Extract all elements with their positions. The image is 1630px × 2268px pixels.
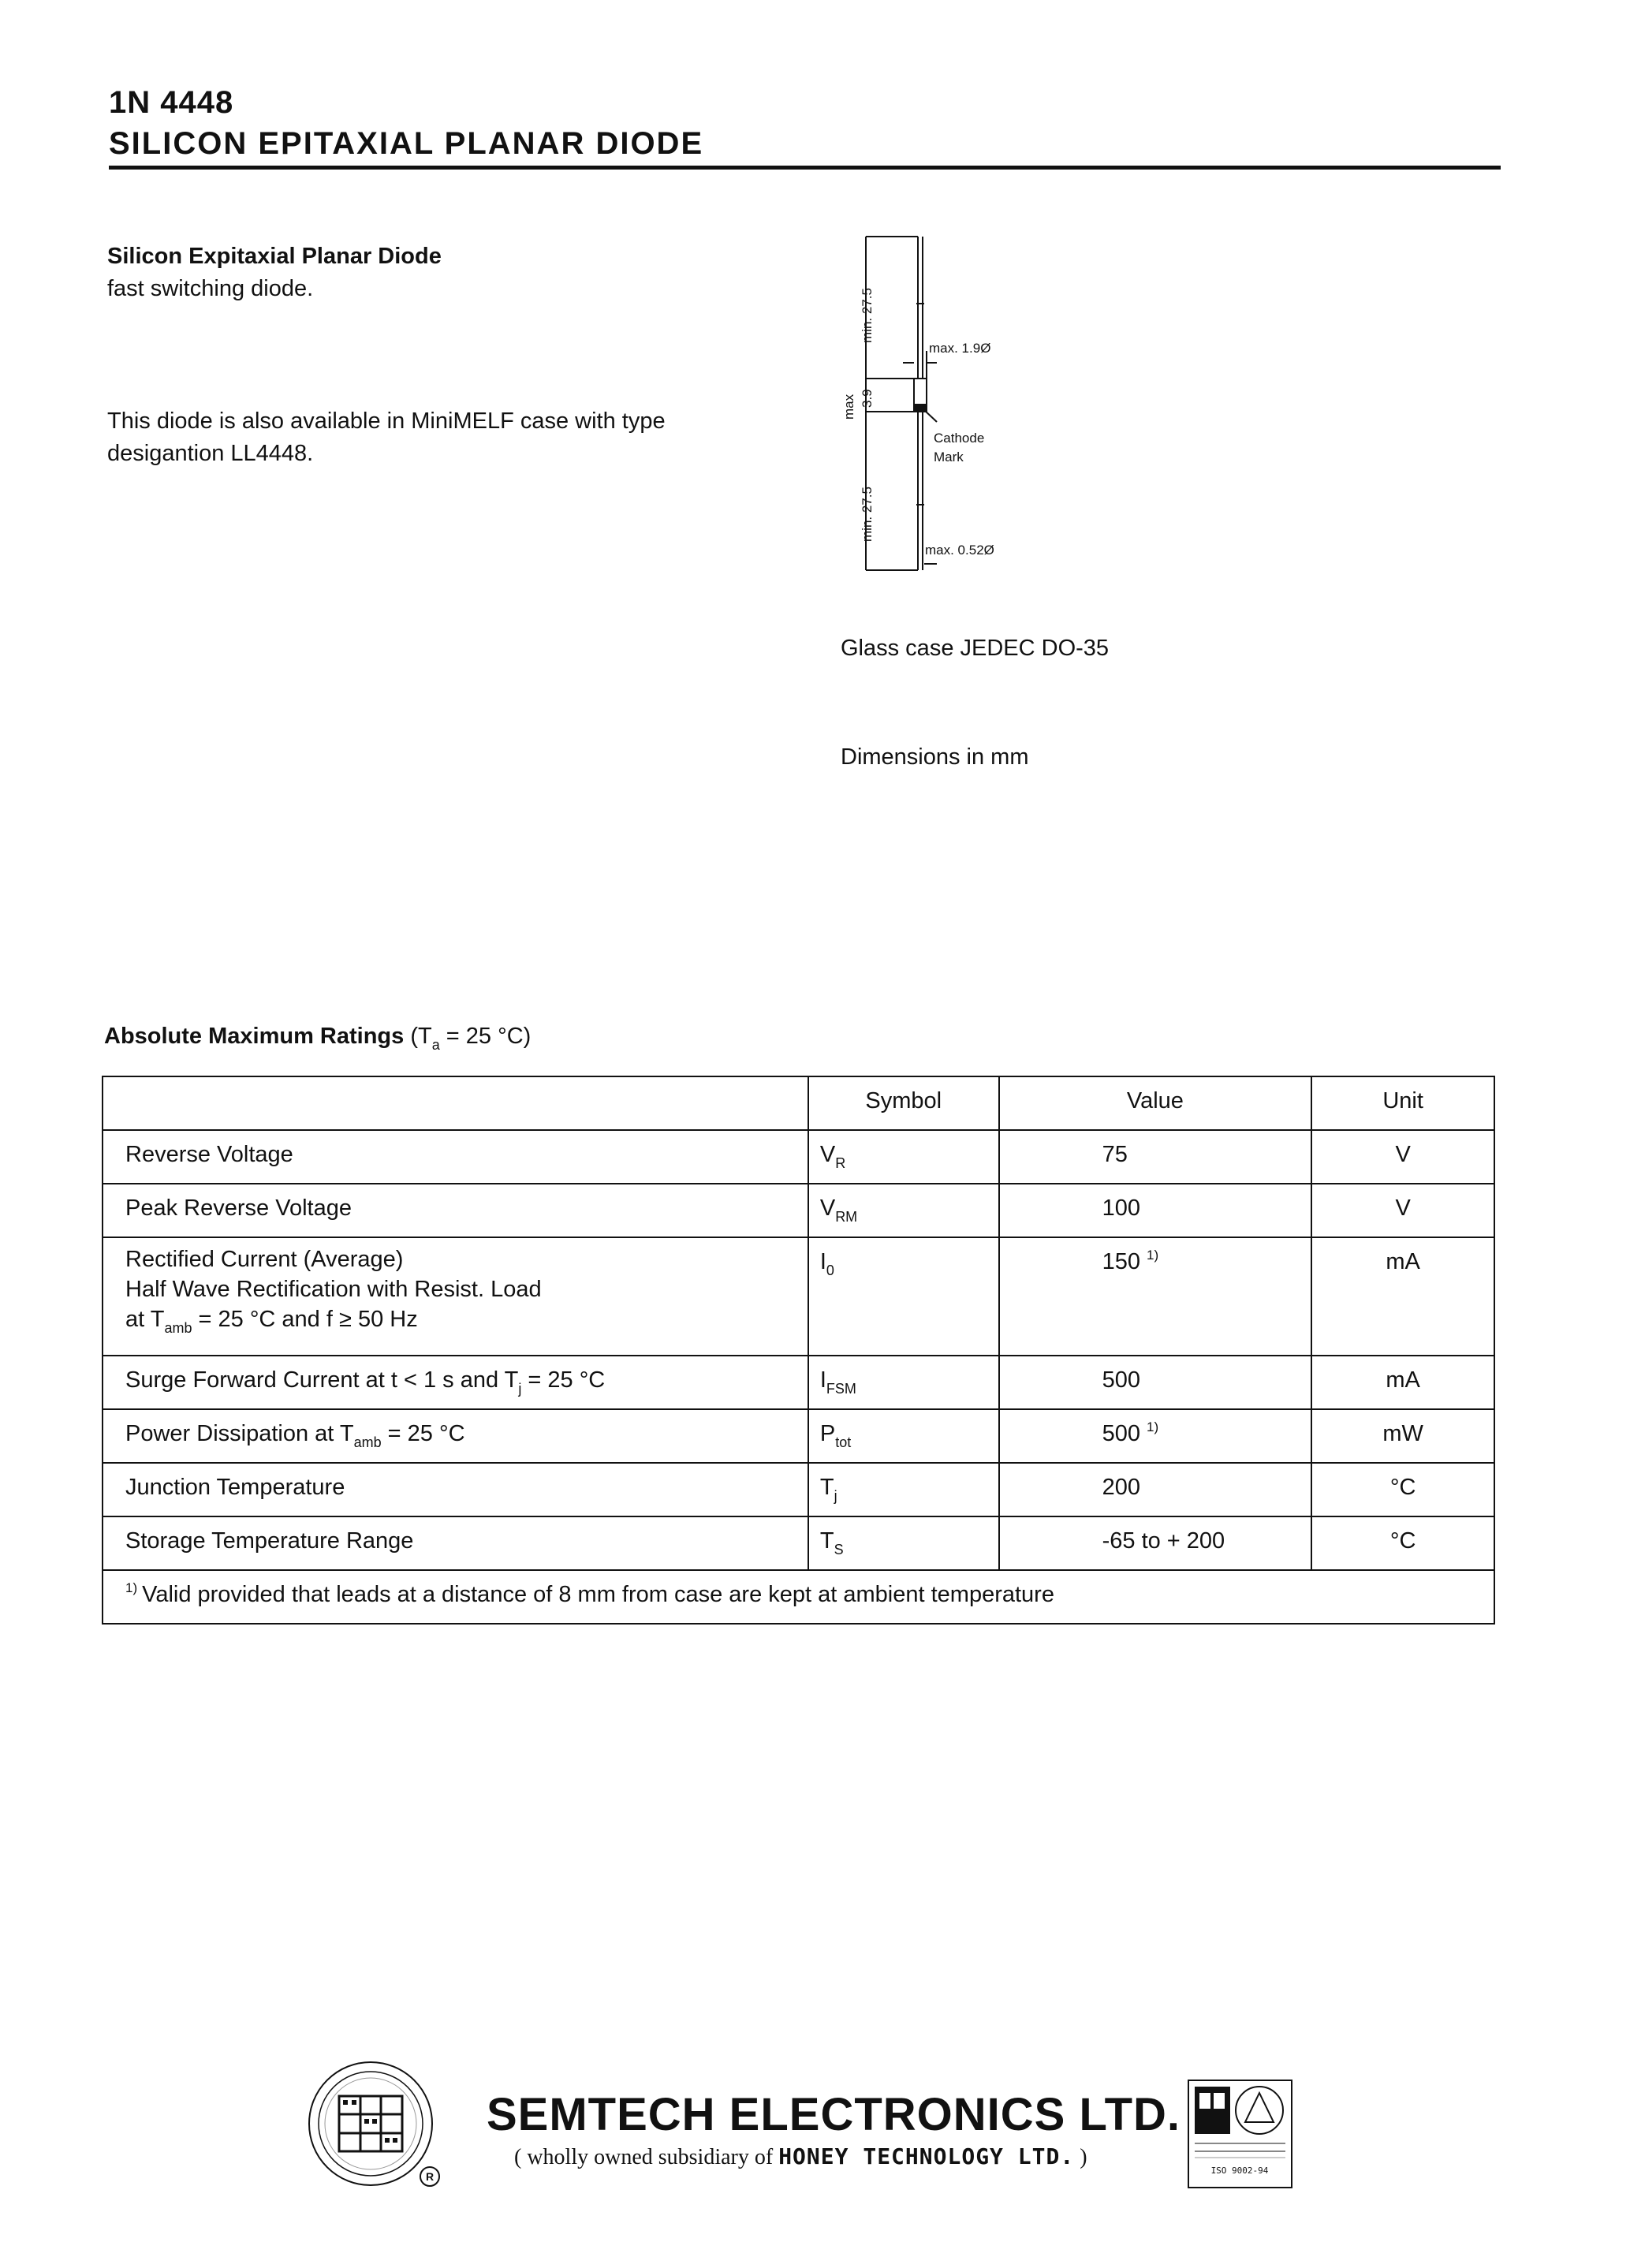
param-name: Rectified Current (Average) Half Wave Rectification with Resist. Load at $T_{amb} = 25$ °C and f ≥ 50 Hz [103, 1237, 808, 1356]
cathode-label-1: Cathode [934, 431, 985, 446]
table-row [103, 1356, 1494, 1409]
ratings-table [102, 1076, 1495, 1625]
case-description: Glass case JEDEC DO-35 [841, 636, 1110, 661]
ratings-heading-title: Absolute Maximum Ratings [104, 1024, 405, 1049]
title-rule [109, 166, 1501, 170]
table-footnote-row [103, 1570, 1494, 1624]
table-row [103, 1409, 1494, 1463]
footnote-ref: 1) [1146, 1248, 1159, 1263]
footnote-ref: 1) [1146, 1419, 1159, 1434]
param-symbol: $V_R$ [808, 1130, 999, 1184]
param-name: Reverse Voltage [103, 1130, 808, 1184]
param-unit: mA [1311, 1237, 1494, 1356]
param-unit: V [1311, 1130, 1494, 1184]
param-name: Storage Temperature Range [103, 1516, 808, 1570]
company-name: SEMTECH ELECTRONICS LTD. [487, 2089, 1181, 2140]
header-unit: Unit [1311, 1076, 1494, 1130]
dim-lead-bottom: min. 27.5 [860, 487, 875, 542]
header-symbol: Symbol [808, 1076, 999, 1130]
dim-body-max: max [841, 394, 856, 420]
param-value: 75 [999, 1130, 1312, 1184]
parent-company: HONEY TECHNOLOGY LTD. [778, 2143, 1075, 2169]
param-unit: mA [1311, 1356, 1494, 1409]
param-value: -65 to + 200 [999, 1516, 1312, 1570]
document-title: SILICON EPITAXIAL PLANAR DIODE [109, 126, 704, 161]
package-outline-diagram [836, 233, 1025, 576]
dim-lead-top: min. 27.5 [860, 288, 875, 343]
param-value: 200 [999, 1463, 1312, 1516]
intro-subheading: fast switching diode. [107, 276, 314, 301]
ratings-heading-cond: ($T_a = 25$ °C) [410, 1024, 532, 1053]
iso-certification-badge [1187, 2079, 1293, 2189]
cathode-label-2: Mark [934, 449, 964, 464]
header-parameter [103, 1076, 808, 1130]
ratings-heading [104, 1024, 532, 1053]
dimensions-note: Dimensions in mm [841, 744, 1029, 770]
intro-heading: Silicon Expitaxial Planar Diode [107, 244, 442, 269]
company-subsidiary-note: ( wholly owned subsidiary of HONEY TECHNOLOGY LTD. ) [514, 2143, 1087, 2169]
param-value: 100 [999, 1184, 1312, 1237]
table-header-row [103, 1076, 1494, 1130]
param-symbol: $V_{RM}$ [808, 1184, 999, 1237]
table-footnote: $^{1)}$ Valid provided that leads at a distance of 8 mm from case are kept at ambient temperature [103, 1570, 1494, 1624]
table-row [103, 1237, 1494, 1356]
param-symbol: $I_0$ [808, 1237, 999, 1356]
alt-package-line-2: desigantion LL4448. [107, 441, 314, 466]
param-unit: mW [1311, 1409, 1494, 1463]
dim-body-length: 3.9 [860, 389, 875, 408]
iso-label: ISO 9002-94 [1210, 2165, 1269, 2176]
param-name: Peak Reverse Voltage [103, 1184, 808, 1237]
header-value: Value [999, 1076, 1312, 1130]
param-name: Junction Temperature [103, 1463, 808, 1516]
dim-lead-diameter: max. 0.52Ø [925, 543, 994, 558]
dim-body-diameter: max. 1.9Ø [929, 341, 991, 356]
param-value: 500 $^{1)}$ [999, 1409, 1312, 1463]
param-symbol: $T_j$ [808, 1463, 999, 1516]
param-name: Power Dissipation at $T_{amb} = 25$ °C [103, 1409, 808, 1463]
registered-mark-icon [418, 2165, 442, 2188]
table-row [103, 1516, 1494, 1570]
alt-package-line-1: This diode is also available in MiniMELF case with type [107, 408, 666, 434]
param-symbol: $I_{FSM}$ [808, 1356, 999, 1409]
param-unit: V [1311, 1184, 1494, 1237]
svg-text:R: R [425, 2170, 435, 2183]
param-name: Surge Forward Current at t < 1 s and $T_j = 25$ °C [103, 1356, 808, 1409]
param-value: 500 [999, 1356, 1312, 1409]
param-value: 150 $^{1)}$ [999, 1237, 1312, 1356]
param-symbol: $P_{tot}$ [808, 1409, 999, 1463]
param-symbol: $T_S$ [808, 1516, 999, 1570]
table-row [103, 1184, 1494, 1237]
table-row [103, 1130, 1494, 1184]
table-row [103, 1463, 1494, 1516]
param-unit: °C [1311, 1463, 1494, 1516]
param-unit: °C [1311, 1516, 1494, 1570]
part-number: 1N 4448 [109, 85, 234, 120]
